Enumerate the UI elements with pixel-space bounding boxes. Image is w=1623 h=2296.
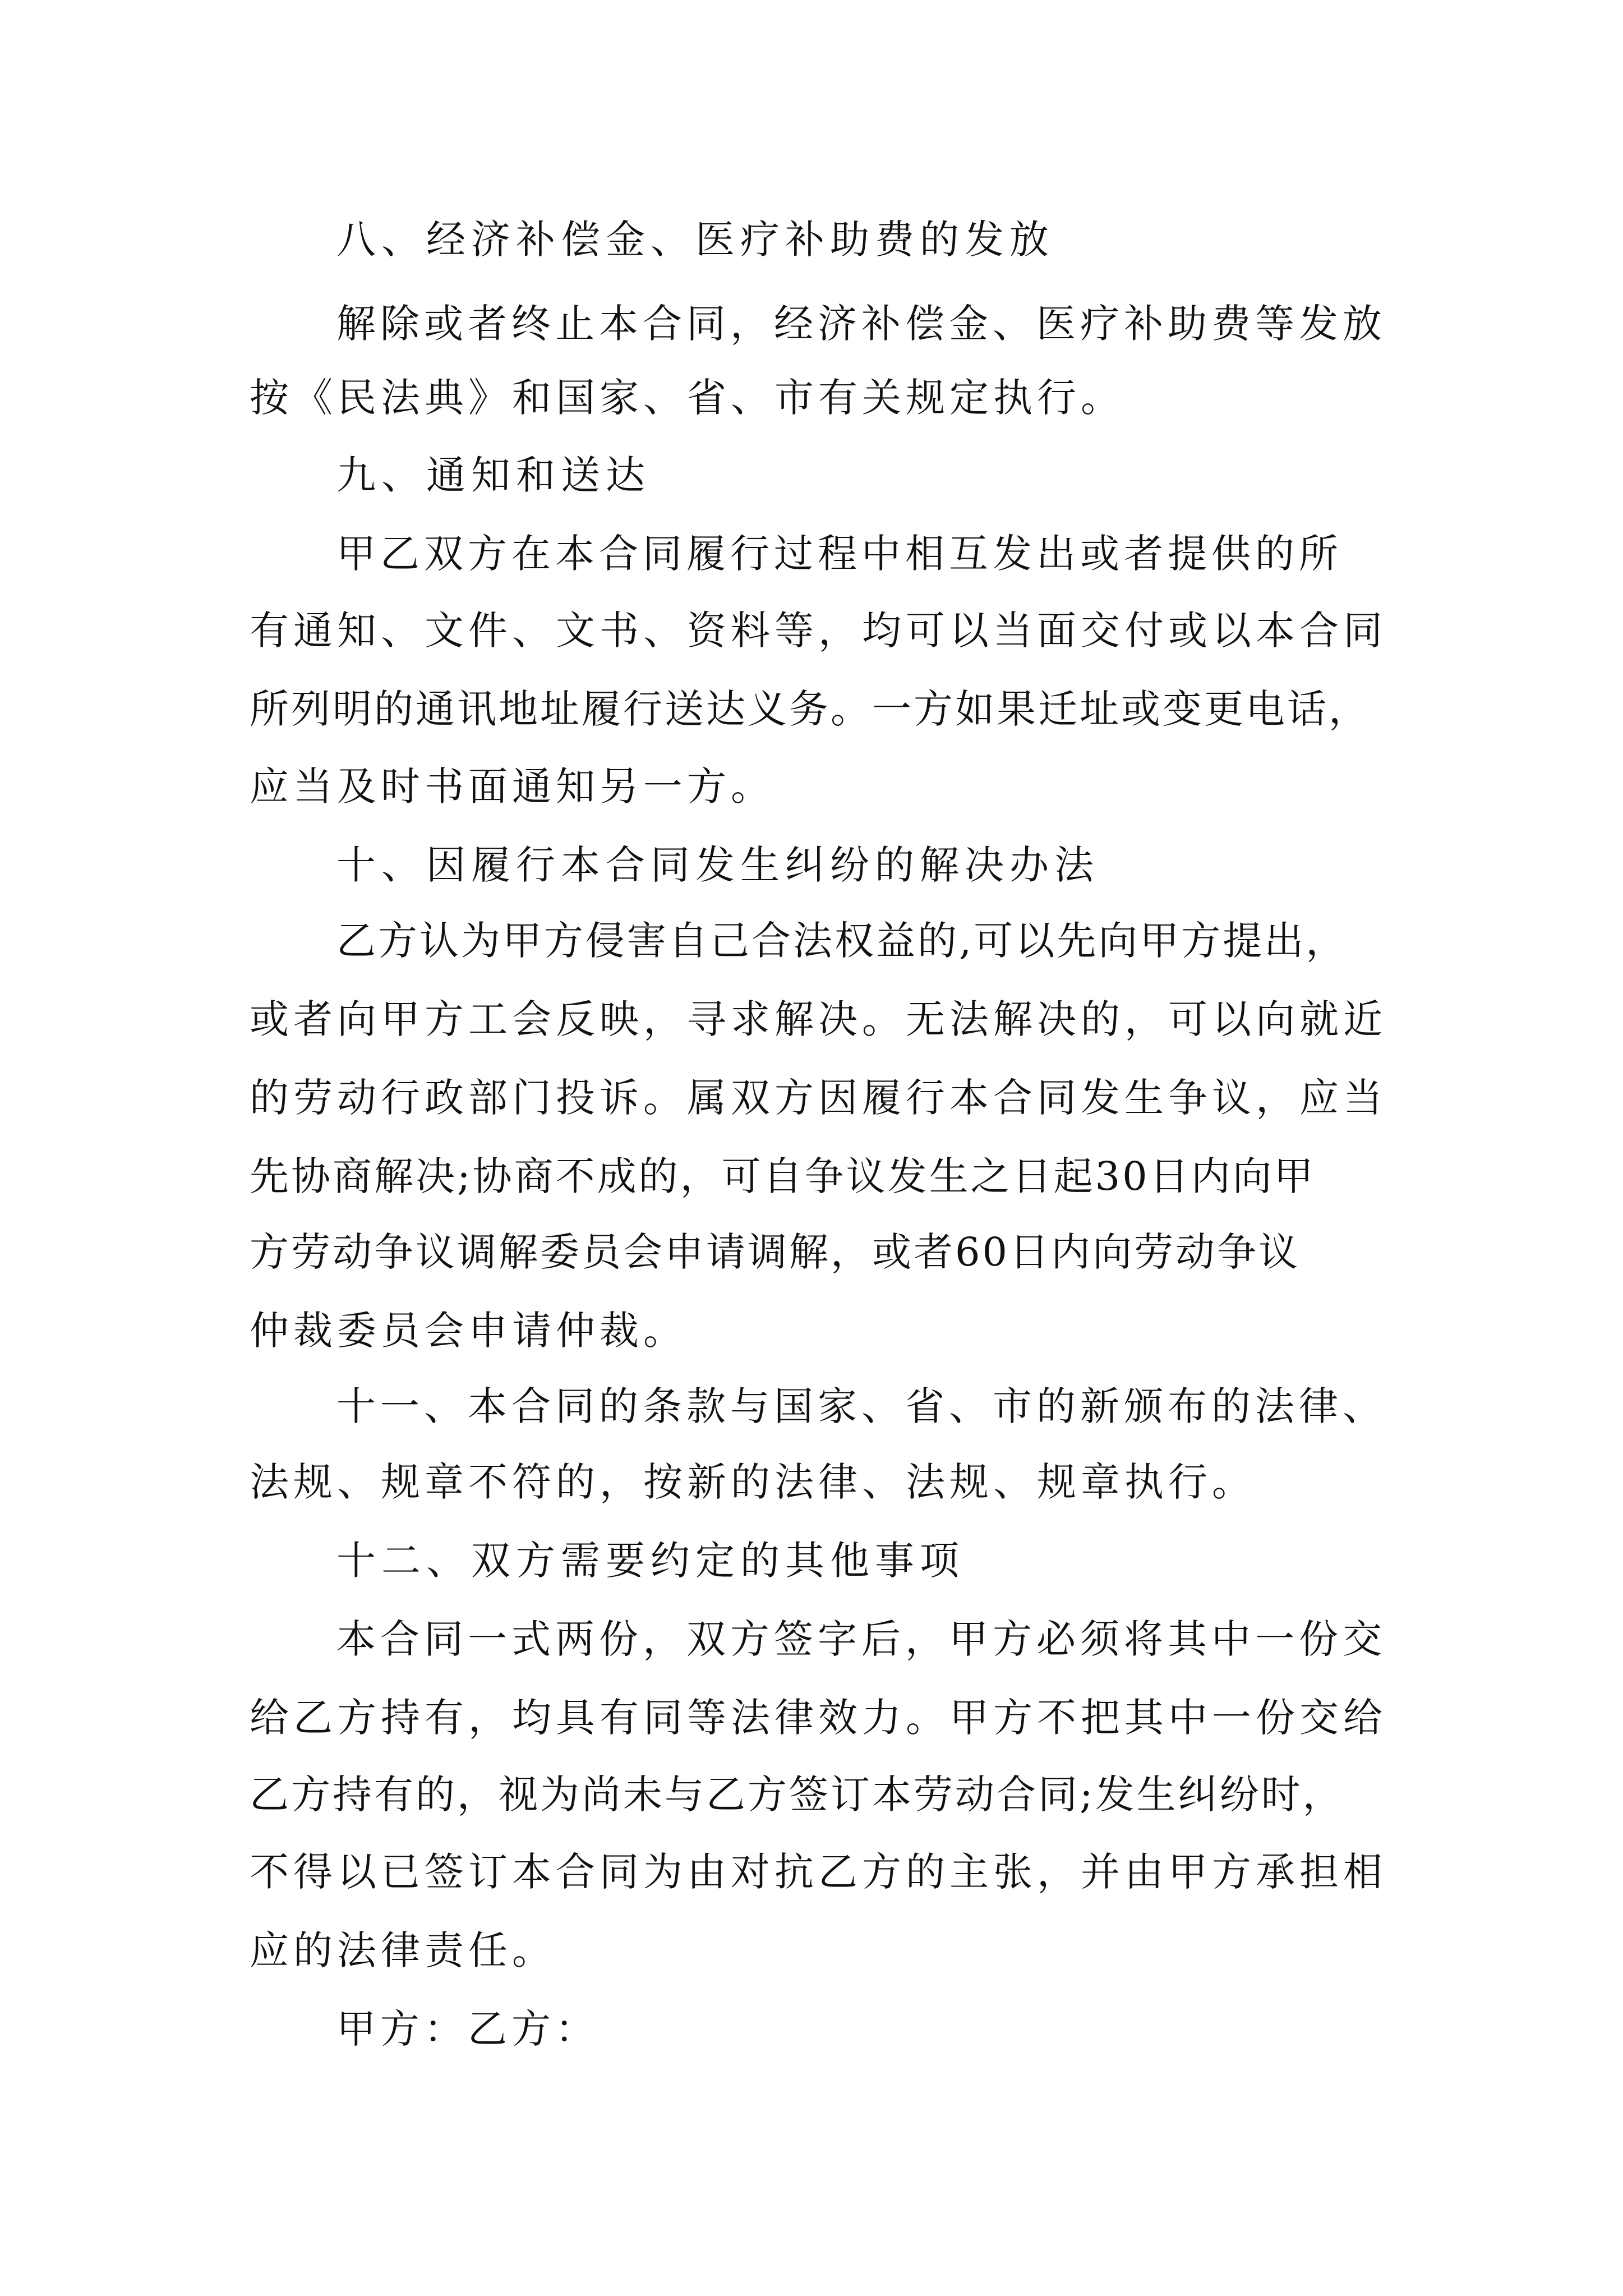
section-10-para-line-3: 的劳动行政部门投诉。属双方因履行本合同发生争议，应当 (250, 1075, 1387, 1121)
section-11-line-1: 十一、本合同的条款与国家、省、市的新颁布的法律、 (336, 1383, 1386, 1429)
section-12-para-line-2: 给乙方持有，均具有同等法律效力。甲方不把其中一份交给 (250, 1695, 1387, 1741)
section-8-heading: 八、经济补偿金、医疗补助费的发放 (336, 217, 1054, 263)
section-8-para-line-2: 按《民法典》和国家、省、市有关规定执行。 (250, 375, 1124, 421)
section-10-para-line-2: 或者向甲方工会反映，寻求解决。无法解决的，可以向就近 (250, 996, 1387, 1042)
section-10-heading: 十、因履行本合同发生纠纷的解决办法 (336, 842, 1099, 888)
section-9-para-line-3: 所列明的通讯地址履行送达义务。一方如果迁址或变更电话， (250, 686, 1370, 732)
section-12-para-line-3: 乙方持有的，视为尚未与乙方签订本劳动合同;发生纠纷时， (250, 1772, 1344, 1818)
section-11-line-2: 法规、规章不符的，按新的法律、法规、规章执行。 (250, 1459, 1256, 1505)
section-12-para-line-4: 不得以已签订本合同为由对抗乙方的主张，并由甲方承担相 (250, 1849, 1387, 1895)
signature-line: 甲方：乙方： (336, 2006, 599, 2052)
section-12-para-line-5: 应的法律责任。 (250, 1927, 556, 1973)
section-10-para-line-1: 乙方认为甲方侵害自己合法权益的,可以先向甲方提出， (336, 918, 1348, 964)
section-10-para-line-6: 仲裁委员会申请仲裁。 (250, 1308, 687, 1354)
section-12-heading: 十二、双方需要约定的其他事项 (336, 1538, 965, 1584)
section-9-para-line-2: 有通知、文件、文书、资料等，均可以当面交付或以本合同 (250, 608, 1387, 654)
section-9-para-line-1: 甲乙双方在本合同履行过程中相互发出或者提供的所 (336, 531, 1343, 577)
section-8-para-line-1: 解除或者终止本合同，经济补偿金、医疗补助费等发放 (336, 301, 1386, 347)
section-10-para-line-4: 先协商解决;协商不成的，可自争议发生之日起30日内向甲 (250, 1153, 1316, 1199)
section-12-para-line-1: 本合同一式两份，双方签字后，甲方必须将其中一份交 (336, 1616, 1386, 1662)
section-9-para-line-4: 应当及时书面通知另一方。 (250, 763, 774, 809)
section-9-heading: 九、通知和送达 (336, 452, 651, 498)
section-10-para-line-5: 方劳动争议调解委员会申请调解，或者60日内向劳动争议 (250, 1229, 1301, 1275)
